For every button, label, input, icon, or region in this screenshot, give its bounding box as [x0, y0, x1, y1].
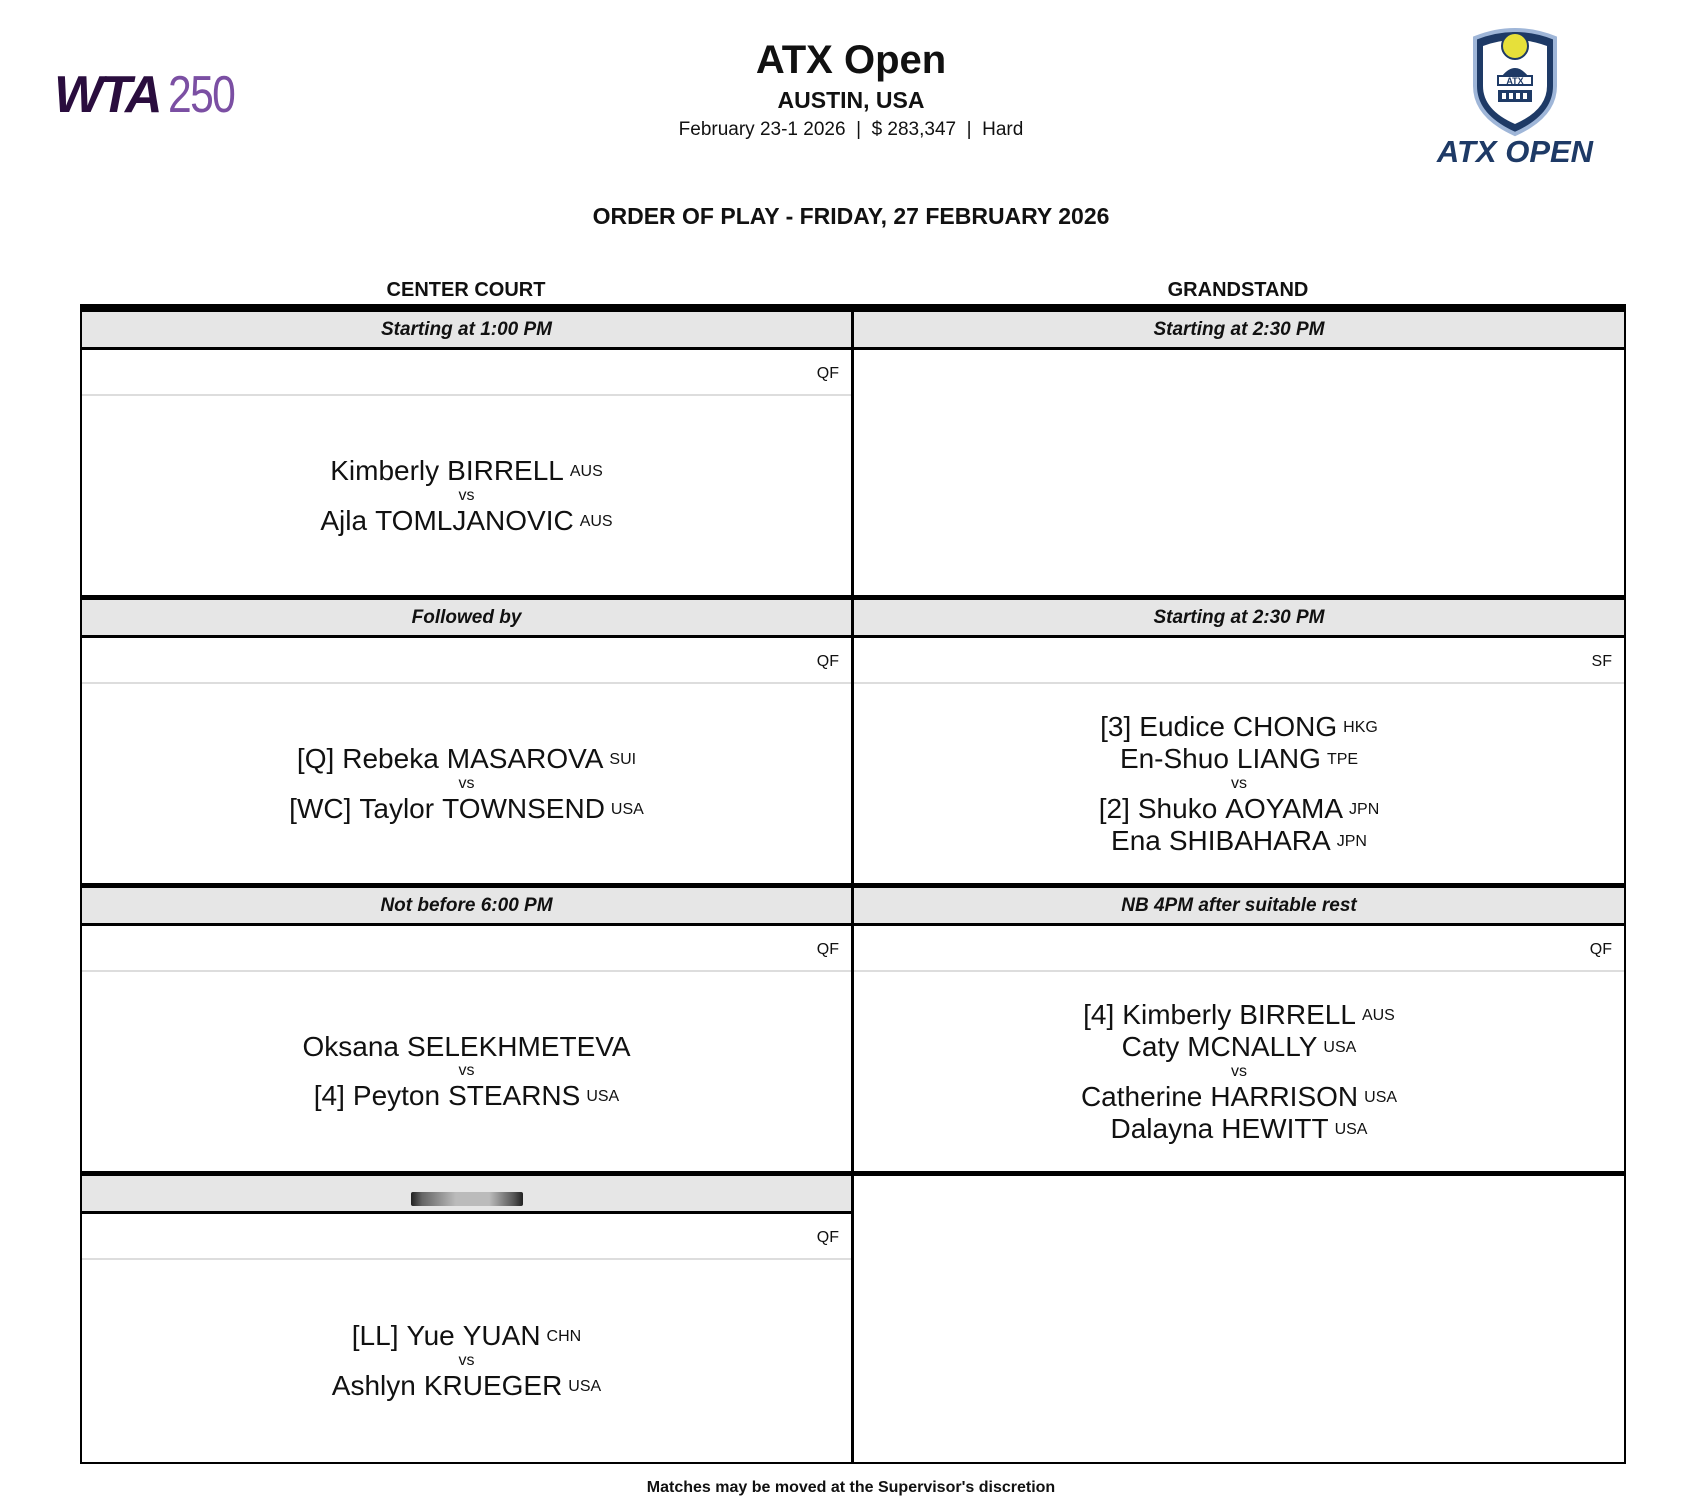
redacted-mark — [411, 1192, 523, 1206]
match-slot — [854, 598, 1624, 886]
match-card — [854, 972, 1624, 1171]
slot-time: Starting at 2:30 PM — [854, 598, 1624, 638]
round-label: QF — [82, 926, 851, 972]
wta-mark: WTA — [54, 66, 160, 124]
round-label: QF — [854, 926, 1624, 972]
slot-time: Starting at 1:00 PM — [82, 310, 851, 350]
wta-level: 250 — [167, 66, 234, 124]
atx-wordmark: ATX OPEN — [1436, 134, 1594, 169]
player-line: Kimberly BIRRELL AUS — [330, 454, 603, 486]
match-card — [82, 684, 851, 883]
player-line: [WC] Taylor TOWNSEND USA — [289, 792, 644, 824]
match-slot — [82, 1174, 851, 1462]
vs-label: vs — [1231, 1062, 1247, 1080]
court-center-title: CENTER COURT — [386, 279, 546, 301]
empty-slot — [854, 1174, 1624, 1462]
match-card — [82, 972, 851, 1171]
player-line: Dalayna HEWITT USA — [1110, 1112, 1368, 1144]
match-slot — [82, 886, 851, 1174]
footer-note: Matches may be moved at the Supervisor's discretion — [646, 1479, 1056, 1496]
round-label: SF — [854, 638, 1624, 684]
match-slot — [82, 598, 851, 886]
round-label: QF — [82, 350, 851, 396]
vs-label: vs — [458, 486, 475, 504]
round-label: QF — [82, 638, 851, 684]
player-line: [4] Kimberly BIRRELL AUS — [1083, 998, 1395, 1030]
player-line: En-Shuo LIANG TPE — [1119, 742, 1359, 774]
slot-time-obscured — [82, 1174, 851, 1214]
match-card — [82, 1260, 851, 1462]
tennis-ball-icon — [1502, 33, 1528, 59]
player-line: [LL] Yue YUAN CHN — [351, 1320, 582, 1351]
tournament-info: February 23-1 2026 | $ 283,347 | Hard — [678, 119, 1024, 140]
match-slot — [82, 310, 851, 598]
player-line: [3] Eudice CHONG HKG — [1100, 710, 1378, 742]
player-line: Ajla TOMLJANOVIC AUS — [320, 504, 613, 536]
round-label: QF — [82, 1214, 851, 1260]
center-court-column — [82, 310, 854, 1462]
order-of-play-title: ORDER OF PLAY - FRIDAY, 27 FEBRUARY 2026 — [592, 203, 1110, 229]
player-line: Ena SHIBAHARA JPN — [1111, 824, 1367, 856]
player-line: [4] Peyton STEARNS USA — [313, 1080, 620, 1111]
player-line: [Q] Rebeka MASAROVA SUI — [296, 742, 637, 774]
match-slot — [854, 310, 1624, 598]
player-line: Caty MCNALLY USA — [1121, 1030, 1357, 1062]
player-line: [2] Shuko AOYAMA JPN — [1098, 792, 1380, 824]
tournament-city: AUSTIN, USA — [777, 87, 925, 113]
slot-time: Starting at 2:30 PM — [854, 310, 1624, 350]
schedule-grid — [80, 304, 1626, 1464]
match-card — [854, 684, 1624, 883]
player-line: Ashlyn KRUEGER USA — [331, 1370, 602, 1401]
slot-time: Followed by — [82, 598, 851, 638]
vs-label: vs — [458, 774, 475, 792]
atx-open-logo — [1420, 16, 1610, 170]
vs-label: vs — [458, 1352, 475, 1369]
svg-text:ATX: ATX — [1506, 76, 1524, 86]
tournament-title: ATX Open — [755, 38, 947, 82]
match-card — [82, 396, 851, 595]
court-grandstand-title: GRANDSTAND — [1167, 279, 1309, 301]
match-slot — [854, 886, 1624, 1174]
grandstand-column — [854, 310, 1624, 1462]
vs-label: vs — [1231, 774, 1247, 792]
player-line: Oksana SELEKHMETEVA — [302, 1031, 631, 1062]
player-line: Catherine HARRISON USA — [1080, 1080, 1398, 1112]
slot-time: NB 4PM after suitable rest — [854, 886, 1624, 926]
vs-label: vs — [458, 1062, 475, 1079]
slot-time: Not before 6:00 PM — [82, 886, 851, 926]
